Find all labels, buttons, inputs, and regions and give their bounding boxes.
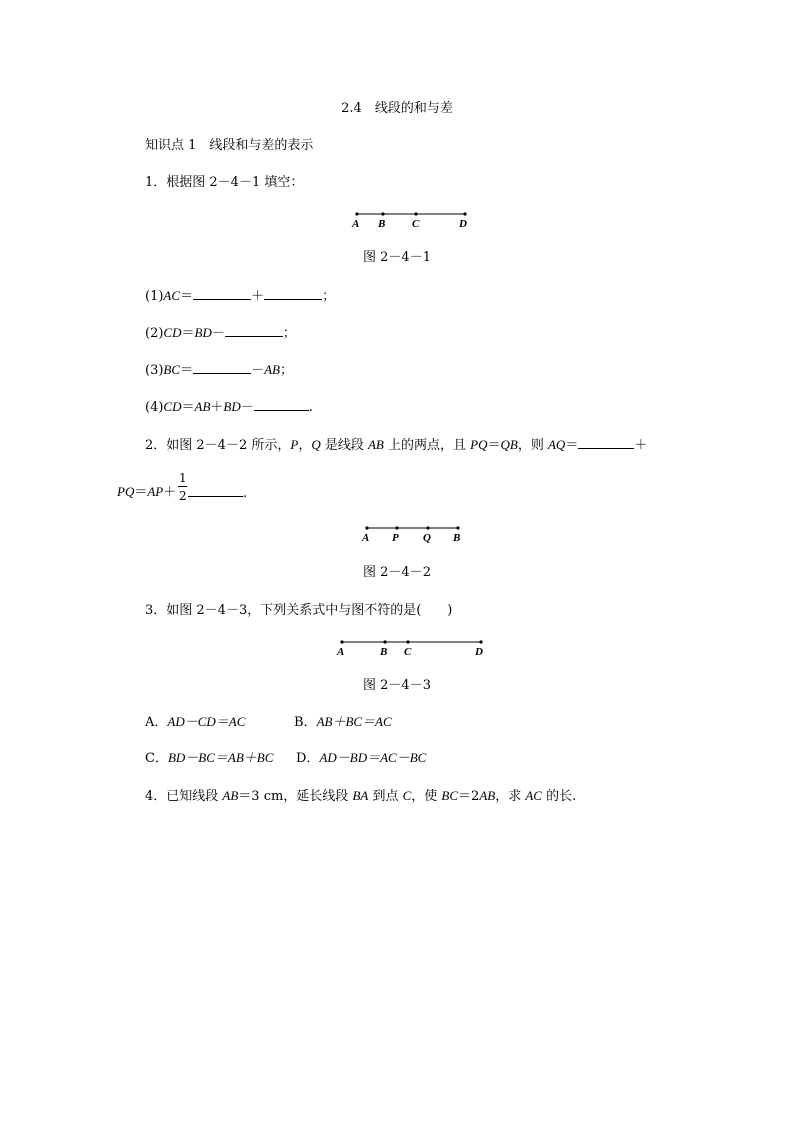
fig2-label-b: B xyxy=(453,532,461,544)
answer-blank[interactable] xyxy=(193,361,251,374)
fig3-label-b: B xyxy=(380,646,388,658)
q1-item-3: (3)BC＝ －AB； xyxy=(145,362,293,378)
figure-2-4-3 xyxy=(325,634,495,660)
q3-option-a[interactable]: A．AD－CD＝AC xyxy=(145,714,246,730)
fig1-caption: 图 2－4－1 xyxy=(363,250,431,265)
answer-blank[interactable] xyxy=(254,398,309,411)
fig2-label-q: Q xyxy=(423,532,431,544)
fig1-label-a: A xyxy=(352,218,360,230)
fraction-denominator: 2 xyxy=(179,489,187,503)
fig2-caption: 图 2－4－2 xyxy=(363,565,431,580)
fig3-caption: 图 2－4－3 xyxy=(363,678,431,693)
answer-blank[interactable] xyxy=(188,484,243,497)
q1-stem: 1．根据图 2－4－1 填空： xyxy=(145,175,304,190)
q3-stem: 3．如图 2－4－3，下列关系式中与图不符的是( ) xyxy=(145,603,453,618)
fraction-bar xyxy=(178,486,187,487)
fig3-label-c: C xyxy=(404,646,412,658)
fig1-label-d: D xyxy=(459,218,467,230)
fig2-label-a: A xyxy=(362,532,370,544)
fraction-numerator: 1 xyxy=(179,471,187,485)
q4-text: 4．已知线段 AB＝3 cm，延长线段 BA 到点 C，使 BC＝2AB，求 AC 的长. xyxy=(145,788,577,804)
q1-item-2: (2)CD＝BD－ ； xyxy=(145,325,296,341)
page-title: 2.4 线段的和与差 xyxy=(341,101,453,116)
figure-2-4-2 xyxy=(350,520,470,546)
fig2-label-p: P xyxy=(392,532,399,544)
answer-blank[interactable] xyxy=(264,287,322,300)
fig3-label-d: D xyxy=(475,646,483,658)
q2-line-2: PQ＝AP＋ xyxy=(117,484,177,500)
answer-blank[interactable] xyxy=(225,324,283,337)
q1-item-4: (4)CD＝AB＋BD－ . xyxy=(145,399,313,415)
q2-line-1: 2．如图 2－4－2 所示，P，Q 是线段 AB 上的两点，且 PQ＝QB，则 AQ＝ ＋ xyxy=(145,437,648,453)
answer-blank[interactable] xyxy=(578,436,634,449)
fig3-label-a: A xyxy=(337,646,345,658)
q3-option-d[interactable]: D．AD－BD＝AC－BC xyxy=(296,750,427,766)
q3-option-c[interactable]: C．BD－BC＝AB＋BC xyxy=(145,750,274,766)
answer-blank[interactable] xyxy=(193,287,251,300)
q1-item-1: (1)AC＝ ＋ ； xyxy=(145,288,336,304)
q2-line-2-end: . xyxy=(188,484,247,502)
q3-option-b[interactable]: B．AB＋BC＝AC xyxy=(294,714,392,730)
fig1-label-b: B xyxy=(378,218,386,230)
section-heading: 知识点 1 线段和与差的表示 xyxy=(145,138,314,153)
figure-2-4-1 xyxy=(340,206,480,232)
fig1-label-c: C xyxy=(412,218,420,230)
